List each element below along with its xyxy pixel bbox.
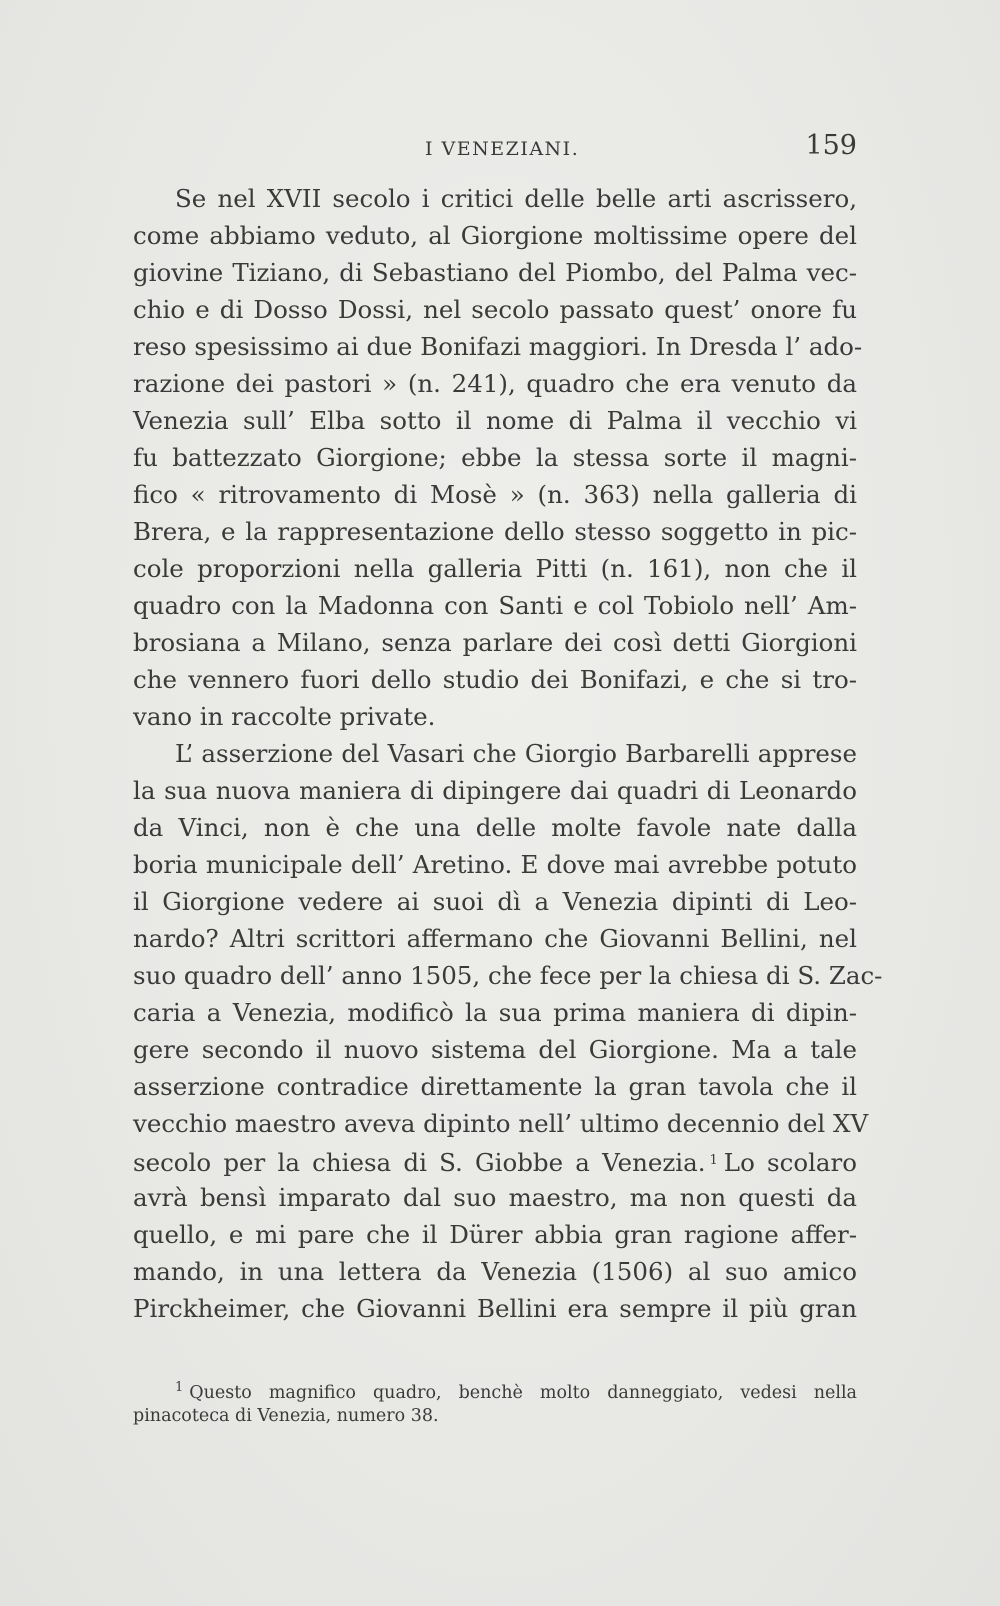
text-line: boria municipale dell’ Aretino. E dove mai avrebbe potuto: [133, 850, 857, 879]
text-line: vecchio maestro aveva dipinto nell’ ultimo decennio del XV: [133, 1109, 869, 1138]
text-line: caria a Venezia, modificò la sua prima maniera di dipin-: [133, 998, 857, 1027]
running-head: [133, 130, 857, 170]
text-line-with-footnote-ref: [133, 1142, 857, 1179]
text-line: razione dei pastori » (n. 241), quadro che era venuto da: [133, 369, 857, 398]
text-line: vano in raccolte private.: [133, 702, 436, 731]
text-line-head: secolo per la chiesa di S. Giobbe a Venezia.: [133, 1148, 706, 1177]
text-line: nardo? Altri scrittori affermano che Giovanni Bellini, nel: [133, 924, 857, 953]
text-line: fico « ritrovamento di Mosè » (n. 363) nella galleria di: [133, 480, 857, 509]
text-line: chio e di Dosso Dossi, nel secolo passato quest’ onore fu: [133, 295, 857, 324]
text-line: il Giorgione vedere ai suoi dì a Venezia dipinti di Leo-: [133, 887, 857, 916]
text-line: Brera, e la rappresentazione dello stesso soggetto in pic-: [133, 517, 857, 546]
text-line: avrà bensì imparato dal suo maestro, ma non questi da: [133, 1183, 857, 1212]
footnote-line: [133, 1374, 857, 1402]
text-line: suo quadro dell’ anno 1505, che fece per la chiesa di S. Zac-: [133, 961, 883, 990]
text-line: Se nel XVII secolo i critici delle belle arti ascrissero,: [175, 184, 857, 213]
running-title: I VENEZIANI.: [425, 138, 580, 160]
text-line: che vennero fuori dello studio dei Bonifazi, e che si tro-: [133, 665, 857, 694]
footnote-line: pinacoteca di Venezia, numero 38.: [133, 1406, 439, 1426]
text-line: come abbiamo veduto, al Giorgione moltissime opere del: [133, 221, 857, 250]
text-line: giovine Tiziano, di Sebastiano del Piombo, del Palma vec-: [133, 258, 857, 287]
text-line: L’ asserzione del Vasari che Giorgio Barbarelli apprese: [175, 739, 857, 768]
text-line: quello, e mi pare che il Dürer abbia gran ragione affer-: [133, 1220, 857, 1249]
footnote-text: Questo magnifico quadro, benchè molto danneggiato, vedesi nella: [189, 1383, 857, 1403]
text-line: Venezia sull’ Elba sotto il nome di Palma il vecchio vi: [133, 406, 857, 435]
text-line-tail: Lo scolaro: [723, 1148, 857, 1177]
text-line: asserzione contradice direttamente la gran tavola che il: [133, 1072, 857, 1101]
text-line: gere secondo il nuovo sistema del Giorgione. Ma a tale: [133, 1035, 857, 1064]
footnotes: [133, 1374, 857, 1430]
footnote-reference: 1: [709, 1153, 718, 1168]
text-line: cole proporzioni nella galleria Pitti (n. 161), non che il: [133, 554, 857, 583]
text-line: brosiana a Milano, senza parlare dei così detti Giorgioni: [133, 628, 857, 657]
text-line: reso spesissimo ai due Bonifazi maggiori. In Dresda l’ ado-: [133, 332, 863, 361]
text-line: fu battezzato Giorgione; ebbe la stessa sorte il magni-: [133, 443, 857, 472]
text-line: quadro con la Madonna con Santi e col Tobiolo nell’ Am-: [133, 591, 857, 620]
page-number: 159: [805, 130, 857, 161]
text-line: la sua nuova maniera di dipingere dai quadri di Leonardo: [133, 776, 857, 805]
text-line: Pirckheimer, che Giovanni Bellini era sempre il più gran: [133, 1294, 857, 1323]
text-line: mando, in una lettera da Venezia (1506) al suo amico: [133, 1257, 857, 1286]
text-line: da Vinci, non è che una delle molte favole nate dalla: [133, 813, 857, 842]
body-text: [133, 180, 883, 1327]
footnote-marker: 1: [175, 1380, 184, 1395]
